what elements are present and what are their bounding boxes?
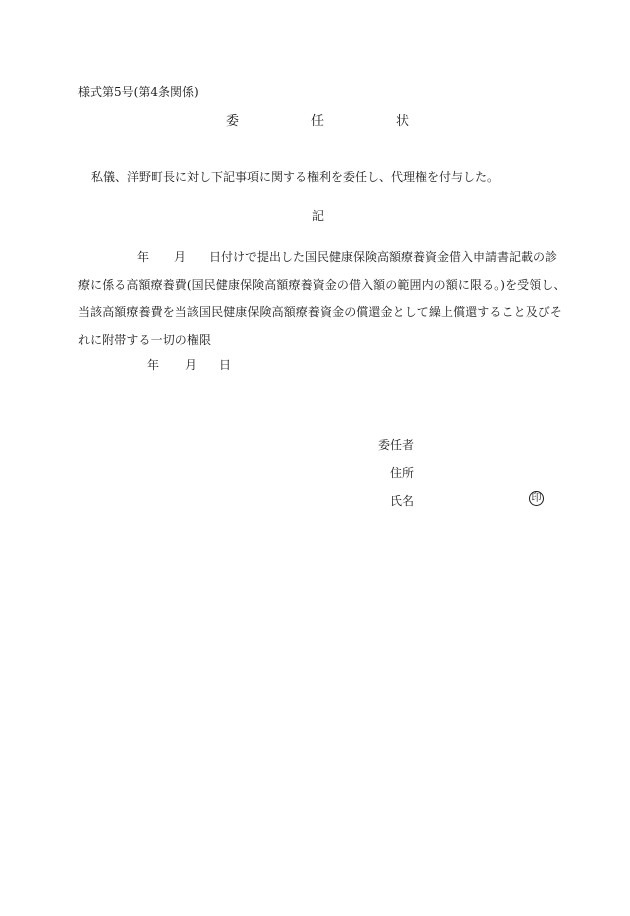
seal-mark-icon: 印 [529, 491, 544, 506]
form-number-label: 様式第5号(第4条関係) [78, 85, 199, 99]
name-label: 氏名 [390, 494, 415, 508]
body-line-4: れに附帯する一切の権限 [78, 333, 212, 347]
body-line-1: 日付けで提出した国民健康保険高額療養資金借入申請書記載の診 [209, 250, 558, 264]
address-label: 住所 [390, 466, 415, 480]
body-year-unit: 年 [137, 250, 150, 264]
title-char-2: 任 [311, 114, 325, 129]
delegator-label: 委任者 [378, 438, 415, 452]
body-month-unit: 月 [174, 250, 187, 264]
date-day-unit: 日 [219, 358, 232, 372]
title-char-3: 状 [396, 114, 410, 129]
title-char-1: 委 [226, 114, 240, 129]
date-year-unit: 年 [147, 358, 160, 372]
body-line-2: 療に係る高額療養費(国民健康保険高額療養資金の借入額の範囲内の額に限る。)を受領し、 [78, 278, 566, 292]
date-month-unit: 月 [185, 358, 198, 372]
delegation-statement: 私儀、洋野町長に対し下記事項に関する権利を委任し、代理権を付与した。 [91, 170, 500, 184]
body-line-3: 当該高額療養費を当該国民健康保険高額療養資金の償還金として繰上償還すること及びそ [78, 305, 563, 319]
ki-heading: 記 [312, 209, 325, 223]
